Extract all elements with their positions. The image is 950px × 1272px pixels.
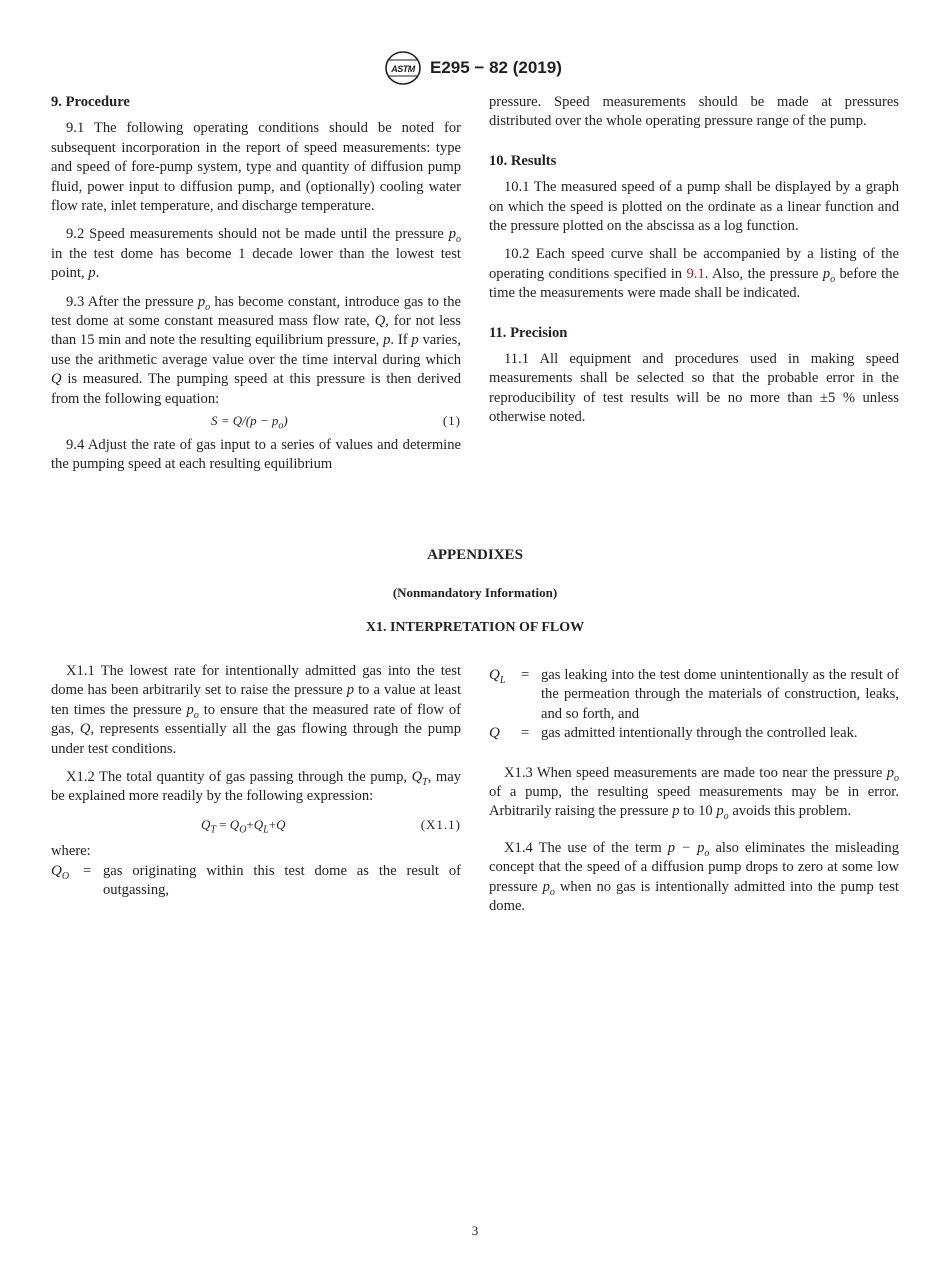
page-header [0,51,950,85]
paragraph-x1-4: X1.4 The use of the term $p - p_o$ also eliminates the misleading concept that the speed of a diffusion pump drops to zero at some low pressure $p_o$ when no gas is intentionally admitted into the pump test dome. [489,839,899,915]
right-column-appendix [489,666,899,925]
definition-ql-text: gas leaking into the test dome unintentionally as the result of the permeation through the materials of construction, leaks, and so forth, and [541,667,899,722]
appendixes-subtitle: (Nonmandatory Information) [392,585,558,600]
definition-list-right [489,666,899,744]
equation-x1-1-number: (X1.1) [420,816,461,832]
equation-x1-1-body: $Q_T = Q_O+Q_L+Q$ [201,816,286,836]
x1-title: X1. INTERPRETATION OF FLOW [365,620,585,635]
definition-list-left [51,862,461,901]
right-column-top [489,93,899,437]
left-column-top [51,93,461,474]
section-10-heading: 10. Results [489,152,557,169]
paragraph-x1-3: X1.3 When speed measurements are made too near the pressure $p_o$ of a pump, the resulting speed measurements may be in error. Arbitrarily raising the pressure p to 10 $p_o$ avoids this problem. [489,764,899,823]
logo-lettering: ASTM [391,64,415,74]
equation-1-number: (1) [442,413,461,429]
standard-designation: E295 − 82 (2019) [430,58,562,77]
definition-q-term: Q [489,725,500,742]
paragraph-9-4-continued: pressure. Speed measurements should be made at pressures distributed over the whole operating pressure range of the pump. [489,94,899,130]
definition-q: Q = gas admitted intentionally through the controlled leak. [489,724,899,743]
paragraph-10-2: 10.2 Each speed curve shall be accompanied by a listing of the operating conditions specified in 9.1. Also, the pressure $p_o$ before the time the measurements were made shall be indicated. [489,246,899,302]
where-label: where: [51,843,91,860]
paragraph-x1-1: X1.1 The lowest rate for intentionally admitted gas into the test dome has been arbitrarily set to raise the pressure p to a value at least ten times the pressure $p_o$ to ensure that the measured rate of flow of gas, Q, represents essentially all the gas flowing through the pump under test conditions. [51,663,461,757]
equation-1 [51,411,461,430]
paragraph-9-1: 9.1 The following operating conditions should be noted for subsequent incorporation in the report of speed measurements: type and speed of fore-pump system, type and quantity of diffusion pump fluid, power input to diffusion pump, and (optionally) cooling water flow rate, inlet temperature, and discharge temperature. [51,120,461,215]
page-number: 3 [471,1223,479,1238]
definition-qo-term: $Q_O$ [51,862,70,882]
paragraph-10-1: 10.1 The measured speed of a pump shall be displayed by a graph on which the speed is plotted on the ordinate as a linear function and the pressure plotted on the abscissa as a log function. [489,179,899,235]
paragraph-x1-2: X1.2 The total quantity of gas passing through the pump, $Q_T$, may be explained more readily by the following expression: [51,769,461,805]
section-9-heading: 9. Procedure [51,94,130,110]
definition-qo-text: gas originating within this test dome as the result of outgassing, [103,862,461,899]
definition-ql: $Q_L$ = gas leaking into the test dome unintentionally as the result of the permeation through the materials of construction, leaks, and so forth, and [489,666,899,724]
equation-x1-1 [51,815,461,834]
section-11-heading: 11. Precision [489,324,568,341]
definition-q-text: gas admitted intentionally through the controlled leak. [541,725,858,742]
equation-1-body: $S = Q/(p - p_o)$ [211,413,288,432]
paragraph-11-1: 11.1 All equipment and procedures used in making speed measurements shall be selected so that the probable error in the reproducibility of test results will be no more than ±5 % unless otherwise noted. [489,351,899,426]
astm-logo [384,51,422,85]
xref-9-1-link[interactable]: 9.1 [686,265,705,282]
paragraph-9-2: 9.2 Speed measurements should not be made until the pressure $p_o$ in the test dome has become 1 decade lower than the lowest test point, p. [51,226,461,282]
definition-qo: $Q_O$ = gas originating within this test dome as the result of outgassing, [51,862,461,901]
left-column-appendix [51,662,461,910]
definition-ql-term: $Q_L$ [489,667,506,686]
paragraph-9-4: 9.4 Adjust the rate of gas input to a series of values and determine the pumping speed at each resulting equilibrium [51,436,461,472]
appendixes-title: APPENDIXES [427,547,523,563]
paragraph-9-3: 9.3 After the pressure $p_o$ has become constant, introduce gas to the test dome at some constant measured mass flow rate, Q, for not less than 15 min and note the resulting equilibrium pressure, p. If p varies, use the arithmetic average value over the time interval during which Q is measured. The pumping speed at this pressure is then derived from the following equation: [51,293,461,407]
